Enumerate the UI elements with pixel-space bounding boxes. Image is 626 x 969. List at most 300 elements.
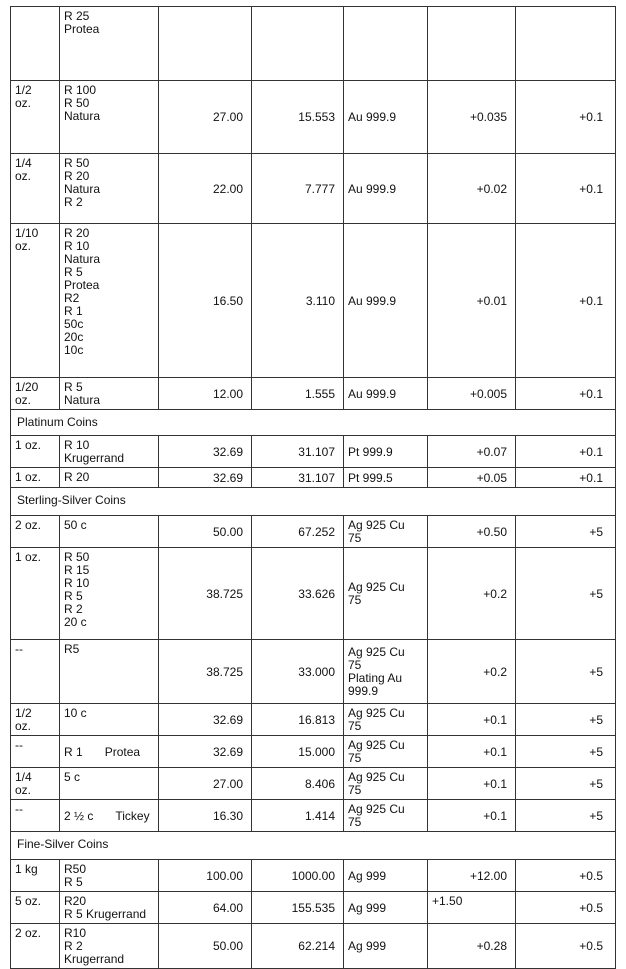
metal-cell (344, 860, 428, 892)
denomination-text: R 5 (64, 380, 83, 394)
mass-tolerance-value: +0.005 (469, 386, 507, 401)
table-row (11, 436, 616, 468)
weight-text: 1/2 (15, 706, 32, 720)
diameter-cell (159, 81, 252, 154)
diameter-value: 27.00 (212, 110, 243, 124)
metal-text: 75 (348, 531, 362, 545)
denomination-text: Natura (64, 393, 101, 407)
denomination-text: 20c (64, 330, 84, 344)
weight-cell (11, 516, 60, 548)
denomination-cell (60, 800, 159, 832)
fineness-tolerance-value: +0.1 (579, 470, 603, 485)
fineness-tolerance-value: +0.1 (579, 444, 603, 459)
fineness-tolerance-value: +0.1 (579, 110, 603, 124)
denomination-cell (60, 224, 159, 378)
mass-tolerance-value: +0.1 (483, 776, 507, 791)
mass-value: 15.000 (298, 744, 335, 759)
fineness-tolerance-cell (516, 436, 616, 468)
mass-value: 16.813 (298, 712, 335, 727)
mass-cell (252, 924, 344, 969)
mass-cell (252, 81, 344, 154)
diameter-value: 32.69 (212, 712, 243, 727)
mass-value: 8.406 (304, 776, 335, 791)
mass-value: 1.555 (304, 386, 335, 401)
weight-cell (11, 548, 60, 640)
metal-cell (344, 81, 428, 154)
mass-cell (252, 468, 344, 488)
mass-tolerance-cell (428, 81, 516, 154)
denomination-cell (60, 378, 159, 410)
diameter-value: 38.725 (206, 586, 243, 601)
mass-tolerance-cell (428, 154, 516, 224)
mass-tolerance-cell (428, 468, 516, 488)
weight-cell (11, 224, 60, 378)
mass-tolerance-value: +0.2 (483, 664, 507, 679)
metal-text: Au 999.9 (348, 386, 397, 401)
denomination-text: R 5 Krugerrand (64, 907, 147, 921)
weight-text: -- (15, 802, 23, 816)
weight-cell (11, 436, 60, 468)
diameter-value: 32.69 (212, 444, 243, 459)
mass-tolerance-value: +12.00 (469, 868, 507, 883)
fineness-tolerance-value: +0.1 (579, 293, 603, 308)
fineness-tolerance-cell (516, 736, 616, 768)
diameter-cell (159, 154, 252, 224)
metal-cell (344, 436, 428, 468)
metal-cell (344, 640, 428, 704)
mass-cell (252, 436, 344, 468)
metal-text: Ag 925 Cu (348, 802, 405, 816)
table-row (11, 516, 616, 548)
table-row (11, 154, 616, 224)
diameter-value: 32.69 (212, 470, 243, 485)
metal-text: 75 (348, 783, 362, 797)
mass-tolerance-value: +0.01 (476, 293, 507, 308)
fineness-tolerance-value: +0.5 (579, 939, 603, 953)
mass-tolerance-cell (428, 436, 516, 468)
denomination-cell (60, 468, 159, 488)
weight-cell (11, 924, 60, 969)
fineness-tolerance-cell (516, 81, 616, 154)
denomination-cell (60, 892, 159, 924)
weight-text: 1 oz. (15, 438, 42, 452)
section-title: Sterling-Silver Coins (17, 493, 126, 507)
table-row (11, 860, 616, 892)
fineness-tolerance-cell (516, 924, 616, 969)
metal-text: Ag 925 Cu (348, 706, 405, 720)
fineness-tolerance-cell (516, 548, 616, 640)
denomination-text: 5 c (64, 770, 81, 784)
denomination-text: R2 (64, 291, 80, 305)
table-row (11, 924, 616, 969)
mass-tolerance-value: +1.50 (432, 894, 463, 908)
diameter-cell (159, 704, 252, 736)
denomination-text: R 50 (64, 550, 90, 564)
metal-text: 75 (348, 719, 362, 733)
metal-text: Ag 925 Cu (348, 580, 405, 594)
mass-cell (252, 640, 344, 704)
weight-text: 5 oz. (15, 894, 42, 908)
mass-value: 15.553 (298, 110, 335, 124)
denomination-text: R 10 (64, 438, 90, 452)
weight-cell (11, 736, 60, 768)
metal-cell (344, 7, 428, 81)
denomination-text: R50 (64, 862, 87, 876)
mass-cell (252, 736, 344, 768)
mass-value: 67.252 (298, 524, 335, 539)
mass-cell (252, 378, 344, 410)
denomination-text: Krugerrand (64, 451, 125, 465)
fineness-tolerance-value: +5 (589, 524, 603, 539)
diameter-value: 16.50 (212, 293, 243, 308)
denomination-text: Protea (64, 278, 100, 292)
table-row (11, 468, 616, 488)
diameter-value: 16.30 (212, 808, 243, 823)
mass-tolerance-cell (428, 860, 516, 892)
fineness-tolerance-cell (516, 468, 616, 488)
denomination-text: 10c (64, 343, 84, 357)
diameter-cell (159, 436, 252, 468)
mass-tolerance-cell (428, 800, 516, 832)
mass-value: 33.000 (298, 664, 335, 679)
mass-cell (252, 892, 344, 924)
denomination-text: R 5 (64, 589, 83, 603)
diameter-value: 32.69 (212, 744, 243, 759)
denomination-text: R 20 (64, 470, 90, 484)
metal-text: 999.9 (348, 684, 379, 698)
metal-cell (344, 704, 428, 736)
table-row (11, 736, 616, 768)
mass-value: 31.107 (298, 444, 335, 459)
mass-tolerance-cell (428, 892, 516, 924)
denomination-text: R5 (64, 642, 80, 656)
table-row (11, 768, 616, 800)
denomination-text: R20 (64, 894, 87, 908)
fineness-tolerance-value: +0.1 (579, 181, 603, 196)
weight-text: oz. (15, 719, 32, 733)
mass-tolerance-value: +0.02 (476, 181, 507, 196)
metal-cell (344, 516, 428, 548)
metal-cell (344, 736, 428, 768)
mass-cell (252, 548, 344, 640)
mass-value: 3.110 (305, 293, 335, 308)
metal-cell (344, 468, 428, 488)
denomination-text: 2 ½ c (64, 808, 94, 823)
metal-cell (344, 154, 428, 224)
table-row (11, 892, 616, 924)
weight-text: oz. (15, 783, 32, 797)
table-row (11, 800, 616, 832)
fineness-tolerance-cell (516, 768, 616, 800)
denomination-text: Natura (64, 252, 101, 266)
weight-cell (11, 704, 60, 736)
metal-cell (344, 924, 428, 969)
mass-tolerance-value: +0.05 (476, 470, 507, 485)
diameter-cell (159, 468, 252, 488)
diameter-cell (159, 516, 252, 548)
weight-text: 1/4 (15, 156, 32, 170)
denomination-text: R 25 (64, 9, 90, 23)
denomination-cell (60, 154, 159, 224)
weight-text: oz. (15, 239, 32, 253)
denomination-name: Protea (104, 744, 141, 759)
denomination-text: R 5 (64, 265, 83, 279)
section-title: Fine-Silver Coins (17, 837, 109, 851)
metal-cell (344, 768, 428, 800)
denomination-cell (60, 436, 159, 468)
denomination-text: R 10 (64, 239, 90, 253)
fineness-tolerance-value: +5 (589, 776, 603, 791)
weight-cell (11, 7, 60, 81)
table-row (11, 378, 616, 410)
mass-tolerance-cell (428, 548, 516, 640)
weight-text: 2 oz. (15, 518, 42, 532)
weight-cell (11, 378, 60, 410)
weight-cell (11, 892, 60, 924)
fineness-tolerance-value: +0.5 (579, 868, 603, 883)
diameter-value: 38.725 (206, 664, 243, 679)
weight-text: oz. (15, 393, 32, 407)
diameter-cell (159, 224, 252, 378)
table-row (11, 704, 616, 736)
mass-tolerance-value: +0.1 (483, 808, 507, 823)
section-title: Platinum Coins (17, 415, 98, 429)
mass-value: 31.107 (298, 470, 335, 485)
mass-value: 155.535 (291, 900, 335, 915)
diameter-value: 64.00 (212, 900, 243, 915)
mass-tolerance-value: +0.07 (476, 444, 507, 459)
diameter-value: 50.00 (212, 524, 243, 539)
metal-cell (344, 800, 428, 832)
mass-tolerance-cell (428, 378, 516, 410)
denomination-text: R 2 (64, 939, 83, 953)
fineness-tolerance-value: +5 (589, 712, 603, 727)
mass-tolerance-value: +0.035 (469, 110, 507, 124)
diameter-value: 27.00 (212, 776, 243, 791)
denomination-text: R 20 (64, 226, 90, 240)
weight-cell (11, 154, 60, 224)
metal-text: Ag 925 Cu (348, 518, 405, 532)
weight-cell (11, 860, 60, 892)
denomination-text: R 1 (64, 304, 83, 318)
section-header-cell (11, 488, 616, 516)
fineness-tolerance-cell (516, 704, 616, 736)
denomination-text: 50c (64, 317, 84, 331)
mass-value: 33.626 (298, 586, 335, 601)
weight-text: 1/2 (15, 83, 32, 97)
mass-cell (252, 768, 344, 800)
metal-cell (344, 378, 428, 410)
mass-cell (252, 224, 344, 378)
weight-cell (11, 768, 60, 800)
mass-value: 7.777 (304, 181, 335, 196)
mass-tolerance-cell (428, 736, 516, 768)
weight-text: 2 oz. (15, 926, 42, 940)
denomination-cell (60, 516, 159, 548)
metal-text: Pt 999.5 (348, 470, 393, 485)
metal-text: 75 (348, 593, 362, 607)
denomination-text: 50 c (64, 518, 87, 532)
fineness-tolerance-cell (516, 860, 616, 892)
coin-specification-sheet (10, 6, 616, 969)
fineness-tolerance-value: +0.1 (579, 386, 603, 401)
section-header-cell (11, 410, 616, 436)
fineness-tolerance-cell (516, 800, 616, 832)
denomination-text: R 2 (64, 195, 83, 209)
mass-value: 1000.00 (291, 868, 335, 883)
diameter-value: 100.00 (206, 868, 243, 883)
metal-text: Plating Au (348, 671, 403, 685)
weight-cell (11, 640, 60, 704)
denomination-cell (60, 736, 159, 768)
diameter-cell (159, 768, 252, 800)
fineness-tolerance-value: +5 (589, 808, 603, 823)
mass-tolerance-cell (428, 224, 516, 378)
denomination-text: R 2 (64, 602, 83, 616)
mass-tolerance-value: +0.1 (483, 744, 507, 759)
fineness-tolerance-value: +0.5 (579, 900, 603, 915)
weight-text: -- (15, 642, 23, 656)
denomination-text: R 50 (64, 156, 90, 170)
fineness-tolerance-value: +5 (589, 664, 603, 679)
denomination-cell (60, 81, 159, 154)
diameter-cell (159, 640, 252, 704)
weight-text: oz. (15, 169, 32, 183)
metal-text: Ag 999 (348, 939, 387, 953)
metal-text: 75 (348, 751, 362, 765)
denomination-text: R 20 (64, 169, 90, 183)
diameter-value: 50.00 (212, 939, 243, 953)
diameter-cell (159, 736, 252, 768)
weight-text: 1 oz. (15, 470, 42, 484)
mass-cell (252, 7, 344, 81)
diameter-cell (159, 7, 252, 81)
denomination-cell (60, 768, 159, 800)
denomination-text: R 5 (64, 875, 83, 889)
mass-tolerance-cell (428, 768, 516, 800)
metal-text: Pt 999.9 (348, 444, 393, 459)
diameter-cell (159, 924, 252, 969)
denomination-name: Tickey (115, 808, 150, 823)
denomination-cell (60, 704, 159, 736)
fineness-tolerance-cell (516, 224, 616, 378)
metal-text: Ag 925 Cu (348, 645, 405, 659)
denomination-text: R 100 (64, 83, 97, 97)
weight-cell (11, 81, 60, 154)
mass-tolerance-cell (428, 924, 516, 969)
table-row (11, 548, 616, 640)
weight-text: 1/20 (15, 380, 39, 394)
mass-cell (252, 704, 344, 736)
mass-tolerance-cell (428, 7, 516, 81)
mass-tolerance-value: +0.28 (476, 939, 507, 953)
metal-cell (344, 224, 428, 378)
weight-text: 1 oz. (15, 550, 42, 564)
diameter-value: 12.00 (212, 386, 243, 401)
fineness-tolerance-cell (516, 516, 616, 548)
mass-value: 1.414 (304, 808, 335, 823)
diameter-cell (159, 378, 252, 410)
section-header-row (11, 488, 616, 516)
metal-text: Ag 999 (348, 900, 387, 915)
section-header-row (11, 832, 616, 860)
denomination-text: Protea (64, 22, 100, 36)
section-header-row (11, 410, 616, 436)
fineness-tolerance-cell (516, 154, 616, 224)
denomination-text: R 10 (64, 576, 90, 590)
denomination-cell (60, 924, 159, 969)
table-row (11, 81, 616, 154)
mass-tolerance-cell (428, 516, 516, 548)
denomination-text: Krugerrand (64, 952, 125, 966)
mass-cell (252, 516, 344, 548)
denomination-text: R 50 (64, 96, 90, 110)
denomination-text: R 15 (64, 563, 90, 577)
weight-cell (11, 468, 60, 488)
section-header-cell (11, 832, 616, 860)
weight-text: 1/10 (15, 226, 39, 240)
weight-cell (11, 800, 60, 832)
weight-text: -- (15, 738, 23, 752)
diameter-cell (159, 892, 252, 924)
diameter-cell (159, 548, 252, 640)
weight-text: 1/4 (15, 770, 32, 784)
denomination-cell (60, 860, 159, 892)
denomination-text: Natura (64, 109, 101, 123)
mass-tolerance-value: +0.50 (476, 524, 507, 539)
metal-text: 75 (348, 658, 362, 672)
diameter-cell (159, 800, 252, 832)
denomination-text: Natura (64, 182, 101, 196)
mass-tolerance-cell (428, 704, 516, 736)
weight-text: 1 kg (15, 862, 38, 876)
metal-text: Ag 925 Cu (348, 770, 405, 784)
fineness-tolerance-cell (516, 892, 616, 924)
metal-text: Ag 925 Cu (348, 738, 405, 752)
mass-tolerance-cell (428, 640, 516, 704)
mass-cell (252, 860, 344, 892)
denomination-cell (60, 548, 159, 640)
diameter-value: 22.00 (212, 181, 243, 196)
denomination-text: 10 c (64, 706, 87, 720)
table-row (11, 7, 616, 81)
denomination-cell (60, 7, 159, 81)
denomination-text: R 1 (64, 744, 83, 759)
mass-cell (252, 800, 344, 832)
weight-text: oz. (15, 96, 32, 110)
fineness-tolerance-cell (516, 640, 616, 704)
diameter-cell (159, 860, 252, 892)
mass-value: 62.214 (298, 939, 335, 953)
fineness-tolerance-value: +5 (589, 586, 603, 601)
metal-text: Ag 999 (348, 868, 387, 883)
metal-cell (344, 892, 428, 924)
fineness-tolerance-value: +5 (589, 744, 603, 759)
metal-cell (344, 548, 428, 640)
metal-text: Au 999.9 (348, 293, 397, 308)
metal-text: Au 999.9 (348, 181, 397, 196)
denomination-text: R10 (64, 926, 87, 940)
table-row (11, 640, 616, 704)
mass-tolerance-value: +0.1 (483, 712, 507, 727)
metal-text: Au 999.9 (348, 110, 397, 124)
mass-cell (252, 154, 344, 224)
fineness-tolerance-cell (516, 378, 616, 410)
denomination-text: 20 c (64, 615, 87, 629)
metal-text: 75 (348, 815, 362, 829)
table-row (11, 224, 616, 378)
fineness-tolerance-cell (516, 7, 616, 81)
